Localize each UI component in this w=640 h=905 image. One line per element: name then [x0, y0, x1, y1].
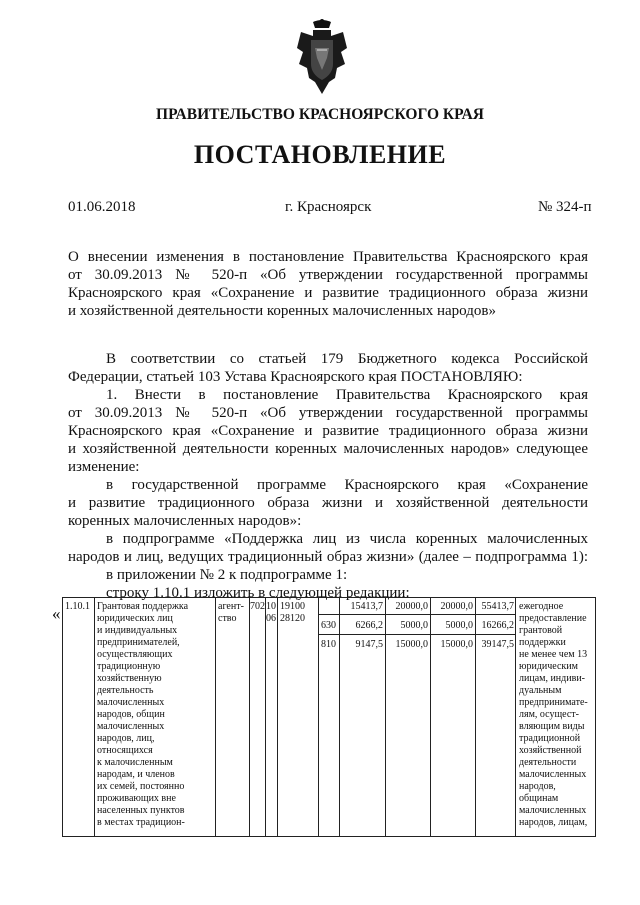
coat-of-arms-emblem — [291, 18, 353, 96]
grbs-code: 702 — [250, 601, 265, 612]
result-line: юридическим — [519, 661, 578, 672]
measure-name-line: и индивидуальных — [97, 625, 178, 636]
body-line: от 30.09.2013 № 520-п «Об утверждении государственной программы — [68, 405, 588, 421]
value-2020: 15000,0 — [440, 639, 473, 650]
body-line: в государственной программе Красноярского края «Сохранение — [106, 477, 588, 493]
result-line: не менее чем 13 — [519, 649, 588, 660]
document-body — [68, 350, 588, 602]
subject-line: О внесении изменения в постановление Правительства Красноярского края — [68, 249, 588, 265]
value-2018: 9147,5 — [355, 639, 383, 650]
result-line: народов, лицам, — [519, 817, 588, 828]
measure-name-line: осуществляющих — [97, 649, 173, 660]
result-line: вляющим виды — [519, 721, 585, 732]
subject-line: и хозяйственной деятельности коренных малочисленных народов» — [68, 303, 496, 319]
csr-code: 28120 — [280, 613, 305, 624]
measure-name-line: населенных пунктов — [97, 805, 185, 816]
col-csr — [277, 597, 319, 837]
measure-name-line: деятельность — [97, 685, 154, 696]
col-grbs — [249, 597, 266, 837]
measure-name-line: проживающих вне — [97, 793, 176, 804]
opening-quote: « — [52, 604, 61, 623]
body-line: 1. Внести в постановление Правительства Красноярского края — [106, 387, 588, 403]
value-2019: 20000,0 — [395, 601, 428, 612]
result-line: малочисленных — [519, 769, 587, 780]
government-name: ПРАВИТЕЛЬСТВО КРАСНОЯРСКОГО КРАЯ — [156, 106, 484, 123]
measure-name-line: малочисленных — [97, 697, 165, 708]
result-line: общинам — [519, 793, 559, 804]
value-total: 39147,5 — [481, 639, 514, 650]
col-number — [62, 597, 95, 837]
value-2020: 20000,0 — [440, 601, 473, 612]
body-line: в приложении № 2 к подпрограмме 1: — [106, 567, 348, 583]
value-2019: 5000,0 — [400, 620, 428, 631]
result-line: предпринимате- — [519, 697, 588, 708]
measure-name-line: Грантовая поддержка — [97, 601, 189, 612]
body-line: в подпрограмме «Поддержка лиц из числа коренных малочисленных — [106, 531, 588, 547]
result-line: народов, — [519, 781, 556, 792]
measure-name-line: относящихся — [97, 745, 153, 756]
body-line: Красноярского края «Сохранение и развитие традиционного образа жизни — [68, 423, 588, 439]
body-line: В соответствии со статьей 179 Бюджетного кодекса Российской — [106, 351, 588, 367]
value-2020: 5000,0 — [445, 620, 473, 631]
result-line: лям, осущест- — [519, 709, 579, 720]
result-line: грантовой — [519, 625, 563, 636]
budget-table — [62, 597, 596, 837]
body-line: и хозяйственной деятельности коренных малочисленных народов» следующее — [68, 441, 588, 457]
measure-name-line: в местах традицион- — [97, 817, 185, 828]
body-line: строку 1.10.1 изложить в следующей редакции: — [106, 585, 410, 601]
document-type: ПОСТАНОВЛЕНИЕ — [193, 140, 447, 169]
vr-code: 630 — [321, 620, 336, 631]
csr-code: 19100 — [280, 601, 305, 612]
vr-code: 810 — [321, 639, 336, 650]
agency-line: ство — [218, 613, 237, 624]
value-2018: 6266,2 — [355, 620, 383, 631]
result-line: хозяйственной — [519, 745, 582, 756]
result-line: поддержки — [519, 637, 566, 648]
value-total: 16266,2 — [481, 620, 514, 631]
body-line: коренных малочисленных народов»: — [68, 513, 302, 529]
result-line: предоставление — [519, 613, 587, 624]
value-2018: 15413,7 — [350, 601, 383, 612]
body-line: Федерации, статьей 103 Устава Красноярского края ПОСТАНОВЛЯЮ: — [68, 369, 523, 385]
value-total: 55413,7 — [481, 601, 514, 612]
result-line: дуальным — [519, 685, 562, 696]
measure-name-line: народов, общин — [97, 709, 165, 720]
result-line: деятельности — [519, 757, 577, 768]
result-line: ежегодное — [519, 601, 564, 612]
measure-name-line: народам, и членов — [97, 769, 175, 780]
result-line: малочисленных — [519, 805, 587, 816]
body-line: и развитие традиционного образа жизни и хозяйственной деятельности — [68, 495, 588, 511]
body-line: изменение: — [68, 459, 140, 475]
measure-name-line: традиционную — [97, 661, 161, 672]
subject-line: от 30.09.2013 № 520-п «Об утверждении государственной программы — [68, 267, 588, 283]
result-line: лицам, индиви- — [519, 673, 586, 684]
measure-name-line: хозяйственную — [97, 673, 162, 684]
document-date: 01.06.2018 — [68, 199, 136, 215]
col-agency — [215, 597, 250, 837]
result-line: традиционной — [519, 733, 581, 744]
measure-name-line: малочисленных — [97, 721, 165, 732]
rzpr-code: 10 — [266, 601, 276, 612]
rzpr-code: 06 — [266, 613, 276, 624]
measure-name-line: юридических лиц — [97, 613, 173, 624]
measure-name-line: к малочисленным — [97, 757, 173, 768]
document-number: № 324-п — [538, 199, 592, 215]
value-2019: 15000,0 — [395, 639, 428, 650]
row-number: 1.10.1 — [65, 601, 90, 612]
document-city: г. Красноярск — [285, 199, 372, 215]
body-line: народов и лиц, ведущих традиционный образ жизни» (далее – подпрограмма 1): — [68, 549, 588, 565]
measure-name-line: предпринимателей, — [97, 637, 180, 648]
document-subject — [68, 248, 588, 320]
agency-line: агент- — [218, 601, 244, 612]
measure-name-line: народов, лиц, — [97, 733, 155, 744]
subject-line: Красноярского края «Сохранение и развитие традиционного образа жизни — [68, 285, 588, 301]
measure-name-line: их семей, постоянно — [97, 781, 185, 792]
